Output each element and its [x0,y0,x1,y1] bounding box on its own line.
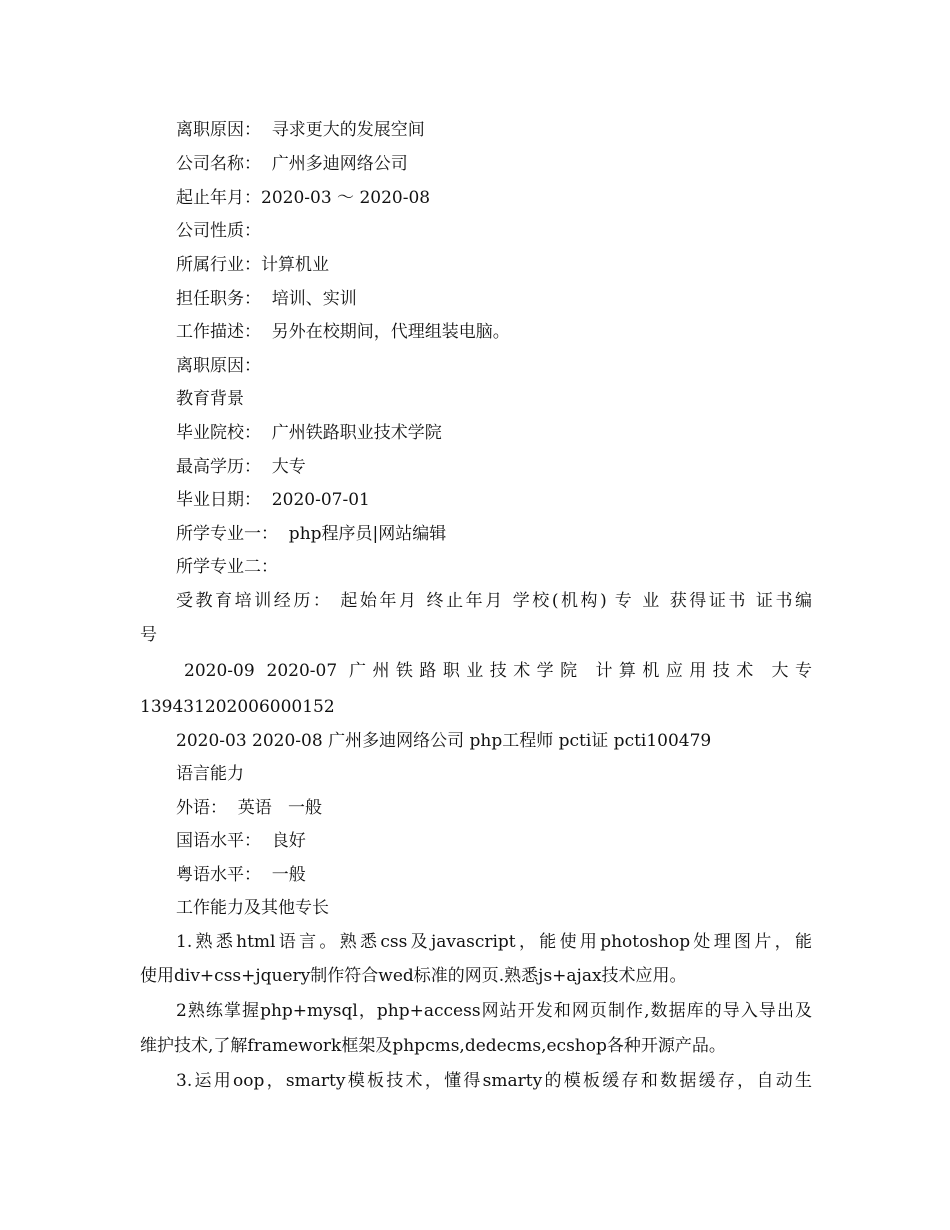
education-heading: 教育背景 [176,389,244,409]
major-two-line: 所学专业二： [176,557,278,577]
skill-item-2-line-1: 2熟练掌握php+mysql，php+access网站开发和网页制作,数据库的导入导出及 [176,1001,812,1021]
skill-item-1-line-2: 使用div+css+jquery制作符合wed标准的网页.熟悉js+ajax技术应用。 [140,966,687,986]
language-heading: 语言能力 [176,764,244,784]
mandarin-line: 国语水平： 良好 [176,831,306,851]
company-nature-line: 公司性质： [176,221,261,241]
skill-item-2-line-2: 维护技术,了解framework框架及phpcms,dedecms,ecshop各种开源产品。 [140,1036,726,1056]
degree-line: 最高学历： 大专 [176,457,306,477]
leave-reason-line: 离职原因： 寻求更大的发展空间 [176,120,425,140]
foreign-language-line: 外语： 英语 一般 [176,798,323,818]
skills-heading: 工作能力及其他专长 [176,898,329,918]
job-description-line: 工作描述： 另外在校期间，代理组装电脑。 [176,322,510,342]
training-header-line: 受教育培训经历： 起始年月 终止年月 学校(机构) 专 业 获得证书 证书编 [176,591,812,611]
position-line: 担任职务： 培训、实训 [176,289,357,309]
training-row-1: 2020-09 2020-07 广州铁路职业技术学院 计算机应用技术 大专 [184,661,812,681]
industry-line: 所属行业：计算机业 [176,255,329,275]
school-line: 毕业院校： 广州铁路职业技术学院 [176,423,442,443]
training-row-2: 2020-03 2020-08 广州多迪网络公司 php工程师 pcti证 pcti100479 [176,731,712,751]
training-row-1-wrap: 139431202006000152 [140,697,335,717]
leave-reason-empty-line: 离职原因： [176,356,261,376]
training-header-wrap: 号 [140,625,157,645]
company-name-line: 公司名称： 广州多迪网络公司 [176,154,408,174]
skill-item-1-line-1: 1.熟悉html语言。熟悉css及javascript，能使用photoshop处理图片，能 [176,932,812,952]
graduation-date-line: 毕业日期： 2020-07-01 [176,490,370,510]
skill-item-3-line-1: 3.运用oop，smarty模板技术，懂得smarty的模板缓存和数据缓存，自动生 [176,1071,812,1091]
major-one-line: 所学专业一： php程序员|网站编辑 [176,524,447,544]
cantonese-line: 粤语水平： 一般 [176,865,306,885]
period-line: 起止年月：2020-03 ～ 2020-08 [176,188,431,208]
